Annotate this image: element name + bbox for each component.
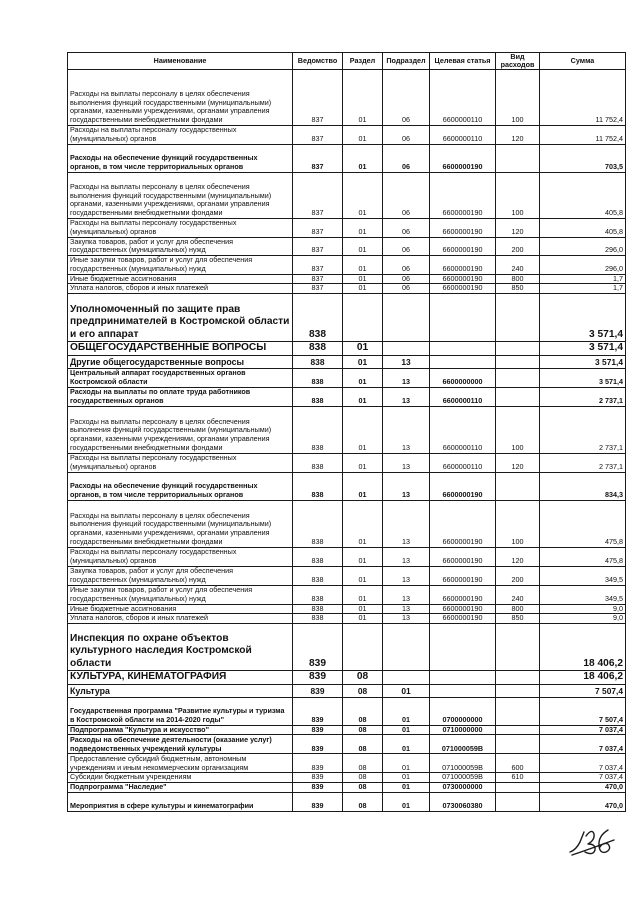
cell-name: Расходы на выплаты персоналу государственных (муниципальных) органов [68,453,293,472]
cell-name: КУЛЬТУРА, КИНЕМАТОГРАФИЯ [68,671,293,684]
cell-section: 01 [343,614,383,624]
cell-target-article: 6600000110 [430,453,496,472]
cell-name: Расходы на выплаты по оплате труда работников государственных органов [68,387,293,406]
cell-section: 08 [343,783,383,793]
cell-subsection: 01 [383,783,430,793]
cell-expense-type: 200 [496,566,540,585]
cell-expense-type: 800 [496,604,540,614]
cell-name: Расходы на обеспечение деятельности (оказание услуг) подведомственных учреждений культуры [68,735,293,754]
table-row [68,472,626,500]
table-row [68,585,626,604]
cell-amount: 834,3 [540,472,626,500]
cell-amount: 1,7 [540,284,626,294]
cell-section: 01 [343,406,383,453]
table-row [68,219,626,238]
cell-department: 838 [293,453,343,472]
cell-amount: 7 037,4 [540,754,626,773]
cell-section: 08 [343,754,383,773]
cell-department: 839 [293,773,343,783]
budget-table [67,52,626,812]
cell-name: Расходы на выплаты персоналу в целях обеспечения выполнения функций государственными (муниципальными) органами, казенными учреждениями, органами управления государственными внебюджетными фондами [68,70,293,126]
cell-name: Расходы на выплаты персоналу государственных (муниципальных) органов [68,547,293,566]
cell-subsection: 13 [383,585,430,604]
cell-department: 839 [293,783,343,793]
table-row [68,126,626,145]
cell-expense-type [496,735,540,754]
cell-department: 839 [293,684,343,697]
cell-name: Иные бюджетные ассигнования [68,604,293,614]
cell-amount: 7 037,4 [540,735,626,754]
cell-subsection: 01 [383,754,430,773]
cell-name: Расходы на обеспечение функций государственных органов, в том числе территориальных органов [68,472,293,500]
cell-expense-type: 120 [496,126,540,145]
cell-expense-type [496,725,540,735]
cell-section [343,294,383,342]
cell-section: 01 [343,284,383,294]
cell-subsection: 06 [383,70,430,126]
table-row [68,793,626,812]
table-row [68,453,626,472]
cell-section: 01 [343,547,383,566]
cell-department: 837 [293,219,343,238]
cell-department: 837 [293,237,343,256]
cell-subsection: 13 [383,604,430,614]
cell-amount: 3 571,4 [540,355,626,368]
cell-subsection: 13 [383,500,430,547]
cell-department: 838 [293,585,343,604]
cell-department: 837 [293,126,343,145]
cell-name: Культура [68,684,293,697]
cell-target-article: 6600000190 [430,604,496,614]
cell-department: 837 [293,70,343,126]
cell-name: Иные закупки товаров, работ и услуг для обеспечения государственных (муниципальных) нужд [68,585,293,604]
cell-target-article: 6600000110 [430,70,496,126]
cell-amount: 349,5 [540,566,626,585]
cell-amount: 296,0 [540,237,626,256]
cell-amount: 3 571,4 [540,342,626,355]
cell-expense-type [496,697,540,725]
cell-department: 839 [293,735,343,754]
table-row [68,725,626,735]
cell-name: Расходы на выплаты персоналу в целях обеспечения выполнения функций государственными (муниципальными) органами, казенными учреждениями, органами управления государственными внебюджетными фондами [68,500,293,547]
cell-subsection [383,671,430,684]
header-amount: Сумма [540,53,626,70]
cell-expense-type [496,783,540,793]
cell-department: 838 [293,500,343,547]
table-row [68,406,626,453]
cell-target-article [430,294,496,342]
cell-amount: 7 507,4 [540,697,626,725]
cell-subsection: 06 [383,237,430,256]
table-row [68,284,626,294]
table-row [68,566,626,585]
cell-expense-type: 850 [496,614,540,624]
cell-target-article [430,624,496,671]
cell-amount: 2 737,1 [540,387,626,406]
cell-expense-type: 240 [496,256,540,275]
cell-expense-type [496,342,540,355]
cell-expense-type: 800 [496,274,540,284]
cell-department: 838 [293,566,343,585]
cell-section: 01 [343,566,383,585]
cell-amount: 7 507,4 [540,684,626,697]
cell-expense-type [496,684,540,697]
cell-department: 839 [293,624,343,671]
cell-amount: 7 037,4 [540,725,626,735]
table-row [68,754,626,773]
cell-department: 838 [293,406,343,453]
header-expense-type: Вид расходов [496,53,540,70]
cell-amount: 9,0 [540,604,626,614]
cell-target-article: 6600000190 [430,614,496,624]
cell-name: Подпрограмма "Наследие" [68,783,293,793]
cell-department: 838 [293,604,343,614]
cell-section: 01 [343,387,383,406]
cell-target-article: 6600000190 [430,256,496,275]
cell-section: 08 [343,735,383,754]
table-row [68,671,626,684]
cell-subsection [383,624,430,671]
cell-subsection: 13 [383,472,430,500]
cell-section: 01 [343,342,383,355]
cell-department: 837 [293,274,343,284]
cell-target-article: 0710000000 [430,725,496,735]
cell-subsection: 01 [383,697,430,725]
table-row [68,684,626,697]
cell-department: 838 [293,355,343,368]
cell-subsection: 06 [383,126,430,145]
cell-subsection: 13 [383,387,430,406]
cell-department: 837 [293,284,343,294]
table-row [68,735,626,754]
cell-target-article: 6600000190 [430,547,496,566]
cell-expense-type [496,368,540,387]
cell-name: ОБЩЕГОСУДАРСТВЕННЫЕ ВОПРОСЫ [68,342,293,355]
cell-name: Расходы на выплаты персоналу государственных (муниципальных) органов [68,126,293,145]
cell-target-article: 0730060380 [430,793,496,812]
cell-amount: 475,8 [540,500,626,547]
header-name: Наименование [68,53,293,70]
cell-subsection: 06 [383,173,430,219]
cell-target-article: 6600000190 [430,173,496,219]
cell-amount: 470,0 [540,793,626,812]
cell-department: 838 [293,472,343,500]
cell-amount: 405,8 [540,173,626,219]
cell-target-article: 6600000190 [430,585,496,604]
cell-department: 839 [293,793,343,812]
cell-expense-type [496,294,540,342]
cell-subsection: 13 [383,614,430,624]
cell-target-article: 6600000190 [430,566,496,585]
cell-amount: 349,5 [540,585,626,604]
cell-expense-type [496,145,540,173]
cell-department: 839 [293,725,343,735]
cell-expense-type: 850 [496,284,540,294]
cell-amount: 7 037,4 [540,773,626,783]
table-row [68,773,626,783]
cell-subsection: 06 [383,274,430,284]
cell-target-article: 6600000190 [430,145,496,173]
table-row [68,500,626,547]
table-row [68,368,626,387]
cell-section: 08 [343,725,383,735]
cell-amount: 3 571,4 [540,368,626,387]
cell-target-article: 6600000190 [430,472,496,500]
cell-section: 01 [343,274,383,284]
cell-amount: 11 752,4 [540,126,626,145]
cell-section: 01 [343,355,383,368]
cell-section: 01 [343,126,383,145]
cell-target-article: 6600000190 [430,274,496,284]
cell-subsection: 06 [383,145,430,173]
table-row [68,624,626,671]
cell-target-article: 071000059В [430,773,496,783]
cell-section: 01 [343,237,383,256]
cell-target-article [430,342,496,355]
table-row [68,256,626,275]
cell-section: 08 [343,793,383,812]
table-row [68,614,626,624]
cell-subsection: 01 [383,725,430,735]
cell-section: 01 [343,219,383,238]
cell-target-article: 071000059В [430,754,496,773]
cell-name: Закупка товаров, работ и услуг для обеспечения государственных (муниципальных) нужд [68,566,293,585]
header-subsection: Подраздел [383,53,430,70]
header-target-article: Целевая статья [430,53,496,70]
table-body [68,70,626,812]
cell-amount: 296,0 [540,256,626,275]
table-row [68,342,626,355]
cell-section: 01 [343,173,383,219]
cell-expense-type: 600 [496,754,540,773]
cell-subsection: 01 [383,684,430,697]
cell-expense-type: 100 [496,406,540,453]
cell-amount: 470,0 [540,783,626,793]
cell-amount: 2 737,1 [540,406,626,453]
cell-expense-type: 100 [496,173,540,219]
cell-target-article: 6600000190 [430,219,496,238]
cell-amount: 405,8 [540,219,626,238]
table-row [68,173,626,219]
cell-expense-type [496,671,540,684]
cell-expense-type [496,472,540,500]
cell-name: Закупка товаров, работ и услуг для обеспечения государственных (муниципальных) нужд [68,237,293,256]
cell-target-article [430,671,496,684]
table-row [68,604,626,614]
table-row [68,294,626,342]
cell-department: 839 [293,754,343,773]
cell-expense-type: 610 [496,773,540,783]
cell-target-article: 6600000000 [430,368,496,387]
cell-subsection: 01 [383,793,430,812]
cell-section: 01 [343,500,383,547]
cell-expense-type [496,387,540,406]
cell-name: Расходы на выплаты персоналу государственных (муниципальных) органов [68,219,293,238]
cell-name: Уплата налогов, сборов и иных платежей [68,614,293,624]
cell-department: 838 [293,342,343,355]
cell-target-article: 071000059В [430,735,496,754]
cell-name: Подпрограмма "Культура и искусство" [68,725,293,735]
cell-name: Предоставление субсидий бюджетным, автономным учреждениям и иным некоммерческим организациям [68,754,293,773]
cell-subsection: 01 [383,773,430,783]
cell-name: Иные закупки товаров, работ и услуг для обеспечения государственных (муниципальных) нужд [68,256,293,275]
cell-subsection: 06 [383,219,430,238]
cell-expense-type: 120 [496,547,540,566]
cell-section: 01 [343,256,383,275]
cell-subsection: 13 [383,355,430,368]
cell-expense-type [496,624,540,671]
cell-expense-type: 240 [496,585,540,604]
cell-section: 01 [343,604,383,614]
cell-target-article: 0700000000 [430,697,496,725]
cell-department: 838 [293,368,343,387]
cell-department: 838 [293,547,343,566]
cell-department: 838 [293,294,343,342]
cell-target-article: 6600000190 [430,237,496,256]
cell-name: Субсидии бюджетным учреждениям [68,773,293,783]
cell-subsection: 13 [383,547,430,566]
cell-section [343,624,383,671]
cell-name: Уполномоченный по защите прав предпринимателей в Костромской области и его аппарат [68,294,293,342]
cell-department: 837 [293,145,343,173]
cell-section: 01 [343,472,383,500]
cell-section: 01 [343,145,383,173]
header-department: Ведомство [293,53,343,70]
cell-name: Расходы на выплаты персоналу в целях обеспечения выполнения функций государственными (муниципальными) органами, казенными учреждениями, органами управления государственными внебюджетными фондами [68,406,293,453]
cell-expense-type [496,793,540,812]
cell-subsection: 06 [383,256,430,275]
cell-section: 08 [343,684,383,697]
cell-target-article [430,684,496,697]
cell-target-article [430,355,496,368]
cell-section: 01 [343,585,383,604]
cell-subsection: 06 [383,284,430,294]
cell-department: 839 [293,671,343,684]
cell-amount: 9,0 [540,614,626,624]
cell-amount: 475,8 [540,547,626,566]
cell-amount: 18 406,2 [540,624,626,671]
cell-name: Иные бюджетные ассигнования [68,274,293,284]
handwritten-page-number [568,822,616,858]
cell-expense-type [496,355,540,368]
cell-name: Инспекция по охране объектов культурного наследия Костромской области [68,624,293,671]
cell-expense-type: 100 [496,70,540,126]
cell-amount: 2 737,1 [540,453,626,472]
cell-section: 01 [343,453,383,472]
table-row [68,547,626,566]
cell-amount: 1,7 [540,274,626,284]
cell-department: 837 [293,173,343,219]
table-row [68,274,626,284]
cell-amount: 18 406,2 [540,671,626,684]
cell-expense-type: 200 [496,237,540,256]
cell-name: Расходы на обеспечение функций государственных органов, в том числе территориальных органов [68,145,293,173]
cell-subsection: 13 [383,406,430,453]
cell-amount: 11 752,4 [540,70,626,126]
cell-name: Центральный аппарат государственных органов Костромской области [68,368,293,387]
cell-target-article: 6600000190 [430,284,496,294]
cell-name: Мероприятия в сфере культуры и кинематографии [68,793,293,812]
cell-name: Уплата налогов, сборов и иных платежей [68,284,293,294]
cell-amount: 703,5 [540,145,626,173]
cell-subsection: 13 [383,453,430,472]
cell-expense-type: 120 [496,219,540,238]
cell-department: 839 [293,697,343,725]
table-row [68,145,626,173]
cell-subsection: 13 [383,368,430,387]
cell-subsection [383,294,430,342]
table-row [68,70,626,126]
table-row [68,355,626,368]
table-row [68,387,626,406]
cell-target-article: 6600000110 [430,387,496,406]
table-header-row [68,53,626,70]
cell-subsection [383,342,430,355]
cell-target-article: 6600000110 [430,126,496,145]
table-row [68,697,626,725]
cell-subsection: 01 [383,735,430,754]
cell-section: 08 [343,671,383,684]
table-row [68,237,626,256]
cell-amount: 3 571,4 [540,294,626,342]
cell-subsection: 13 [383,566,430,585]
cell-target-article: 0730000000 [430,783,496,793]
cell-section: 08 [343,773,383,783]
cell-department: 838 [293,614,343,624]
cell-target-article: 6600000110 [430,406,496,453]
cell-expense-type: 120 [496,453,540,472]
cell-name: Расходы на выплаты персоналу в целях обеспечения выполнения функций государственными (муниципальными) органами, казенными учреждениями, органами управления государственными внебюджетными фондами [68,173,293,219]
cell-name: Государственная программа "Развитие культуры и туризма в Костромской области на 2014-2020 годы" [68,697,293,725]
cell-section: 01 [343,368,383,387]
cell-section: 01 [343,70,383,126]
cell-department: 838 [293,387,343,406]
cell-name: Другие общегосударственные вопросы [68,355,293,368]
cell-target-article: 6600000190 [430,500,496,547]
cell-section: 08 [343,697,383,725]
header-section: Раздел [343,53,383,70]
cell-expense-type: 100 [496,500,540,547]
table-row [68,783,626,793]
cell-department: 837 [293,256,343,275]
